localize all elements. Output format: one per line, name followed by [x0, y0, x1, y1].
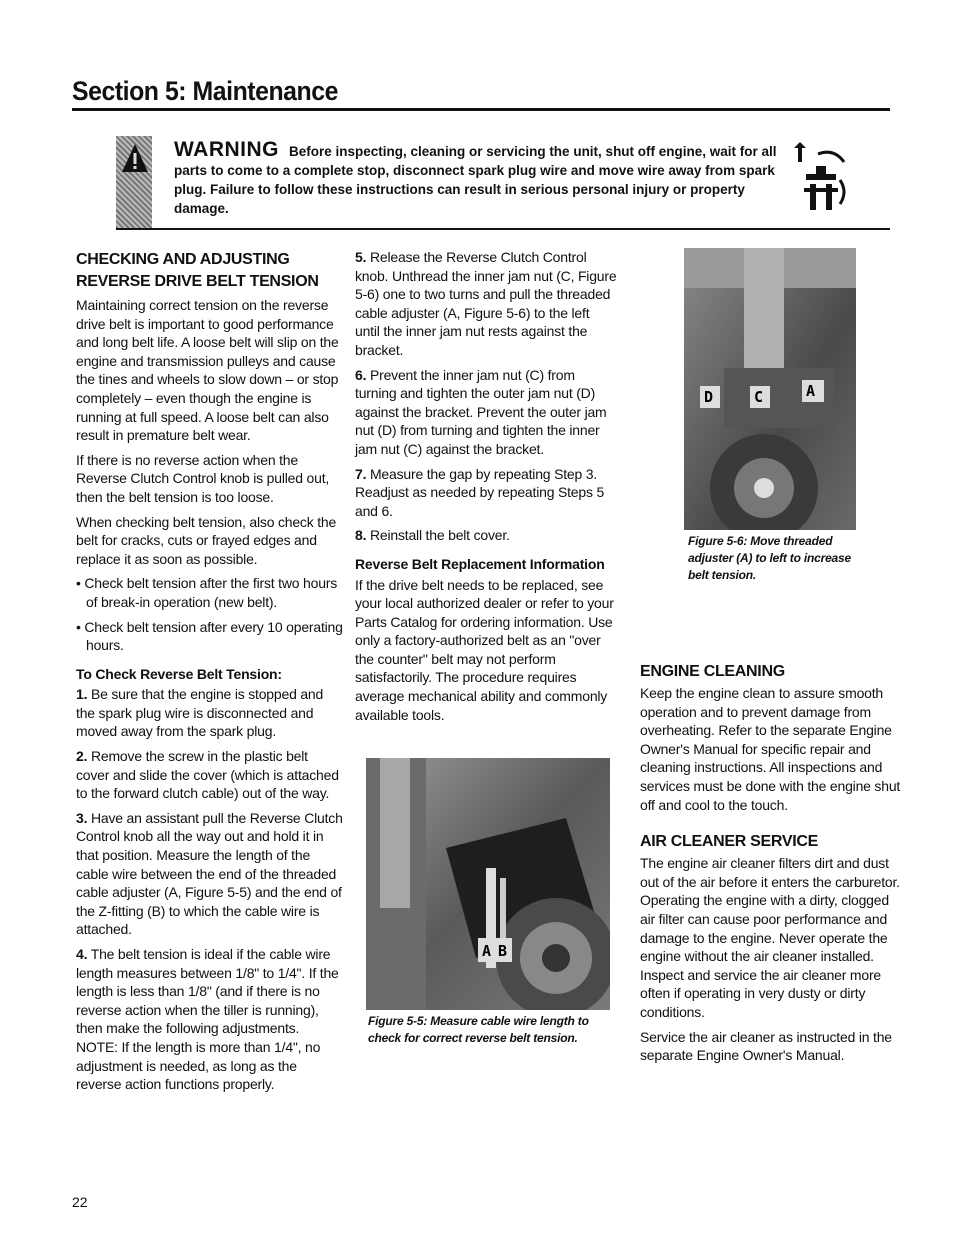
fig56-label-d: D [704, 388, 714, 406]
step-7 [355, 465, 617, 521]
step-text: Be sure that the engine is stopped and the spark plug wire is disconnected and moved away from the spark plug. [76, 686, 324, 740]
paragraph: The engine air cleaner filters dirt and dust out of the air before it enters the carburetor. Operating the engine with a dirty, clogged air filter can cause poor performance and damage to the engine. Never operate the engine without the air cleaner installed. Inspect and service the air cleaner more often if operating in very dusty or dirty conditions. [640, 855, 900, 1020]
figure-5-5-photo [366, 758, 610, 1010]
step-text: Prevent the inner jam nut (C) from turning and tighten the outer jam nut (D) against the bracket. Prevent the outer jam nut (D) from turning and tighten the inner jam nut (C) against the bracket. [355, 366, 607, 457]
heading-engine-cleaning: ENGINE CLEANING [640, 663, 785, 680]
warning-triangle-icon [120, 142, 150, 176]
figure-5-5-caption: Figure 5-5: Measure cable wire length to check for correct reverse belt tension. [368, 1014, 589, 1045]
step-text: Release the Reverse Clutch Control knob. Unthread the inner jam nut (C, Figure 5-6) one to two turns and pull the threaded cable adjuster (A, Figure 5-6) to the left until the inner jam nut rests against the bracket. [355, 249, 617, 358]
title-rule [72, 108, 890, 111]
figure-5-6-caption: Figure 5-6: Move threaded adjuster (A) to left to increase belt tension. [688, 534, 851, 582]
step-text: Remove the screw in the plastic belt cover and slide the cover (which is attached to the forward clutch cable) out of the way. [76, 748, 339, 802]
step-number: 7. [355, 465, 367, 482]
paragraph: When checking belt tension, also check the belt for cracks, cuts or frayed edges and replace it as soon as possible. [76, 513, 337, 567]
warning-body: Before inspecting, cleaning or servicing the unit, shut off engine, wait for all parts to come to a complete stop, disconnect spark plug wire and move wire away from spark plug. Failure to follow these instructions can result in serious personal injury or property damage. [174, 144, 777, 216]
spark-plug-disconnect-icon [790, 140, 850, 220]
subheading-belt-replacement: Reverse Belt Replacement Information [355, 555, 605, 572]
column-adjustment [355, 248, 617, 730]
step-text: The belt tension is ideal if the cable wire length measures between 1/8" to 1/4". If the length is less than 1/8" (and if there is no reverse action when the tiller is running), then make the following adjustments. NOTE: If the length is more than 1/4", no adjustment is needed, as long as the reverse action functions properly. [76, 946, 339, 1093]
subheading-check-tension: To Check Reverse Belt Tension: [76, 665, 282, 682]
heading-air-cleaner: AIR CLEANER SERVICE [640, 833, 819, 851]
paragraph: Maintaining correct tension on the reverse drive belt is important to good performance and long belt life. A loose belt will slip on the engine and transmission pulleys and cause the tines and wheels to slow down – or stop completely – even though the engine is running at full speed. A loose belt can also result in premature belt wear. [76, 297, 339, 444]
warning-label: WARNING [174, 138, 279, 161]
warning-rule [116, 228, 890, 230]
step-4 [76, 945, 344, 1094]
page-number: 22 [72, 1194, 88, 1210]
step-number: 8. [355, 527, 367, 544]
step-3 [76, 809, 344, 939]
step-text: Measure the gap by repeating Step 3. Readjust as needed by repeating Steps 5 and 6. [355, 465, 605, 519]
step-number: 3. [76, 809, 88, 826]
fig56-label-a: A [806, 382, 816, 400]
paragraph: Service the air cleaner as instructed in the separate Engine Owner's Manual. [640, 1028, 892, 1064]
fig55-label-b: B [498, 942, 508, 960]
figure-5-6-photo [684, 248, 856, 530]
step-8 [355, 526, 617, 545]
heading-checking-line2: REVERSE DRIVE BELT TENSION [76, 273, 319, 290]
warning-text [174, 140, 786, 218]
step-text: Reinstall the belt cover. [366, 527, 510, 544]
paragraph: Keep the engine clean to assure smooth operation and to prevent damage from overheating. Refer to the separate Engine Owner's Manual for specific repair and cleaning instructions. All inspections and services must be done with the engine shut off and cool to the touch. [640, 685, 901, 813]
heading-checking-line1: CHECKING AND ADJUSTING [76, 251, 290, 268]
bullet-item: • Check belt tension after the first two hours of break-in operation (new belt). [76, 575, 338, 610]
bullet-item: • Check belt tension after every 10 operating hours. [76, 618, 343, 654]
step-number: 4. [76, 946, 88, 962]
step-text: Have an assistant pull the Reverse Clutch Control knob all the way out and hold it in that position. Measure the length of the cable wire between the end of the threaded cable adjuster (A, Figure 5-5) and the end of the Z-fitting (B) to which the cable wire is attached. [76, 809, 343, 938]
step-5 [355, 248, 617, 360]
fig55-label-a: A [482, 942, 492, 960]
step-number: 1. [76, 686, 88, 703]
step-2 [76, 747, 344, 803]
step-1 [76, 685, 344, 741]
fig56-label-c: C [754, 388, 764, 406]
step-number: 5. [355, 249, 367, 265]
section-title: Section 5: Maintenance [72, 76, 338, 106]
paragraph: If the drive belt needs to be replaced, see your local authorized dealer or refer to your Parts Catalog for ordering information. Use only a factory-authorized belt as an "over the counter" belt may not perform satisfactorily. The procedure requires average mechanical ability and commonly available tools. [355, 576, 614, 723]
step-number: 2. [76, 748, 88, 765]
column-belt-tension [76, 250, 344, 1100]
column-engine-air [640, 662, 904, 1071]
paragraph: If there is no reverse action when the Reverse Clutch Control knob is pulled out, then the belt tension is too loose. [76, 451, 330, 505]
step-number: 6. [355, 366, 367, 383]
step-6 [355, 366, 617, 459]
